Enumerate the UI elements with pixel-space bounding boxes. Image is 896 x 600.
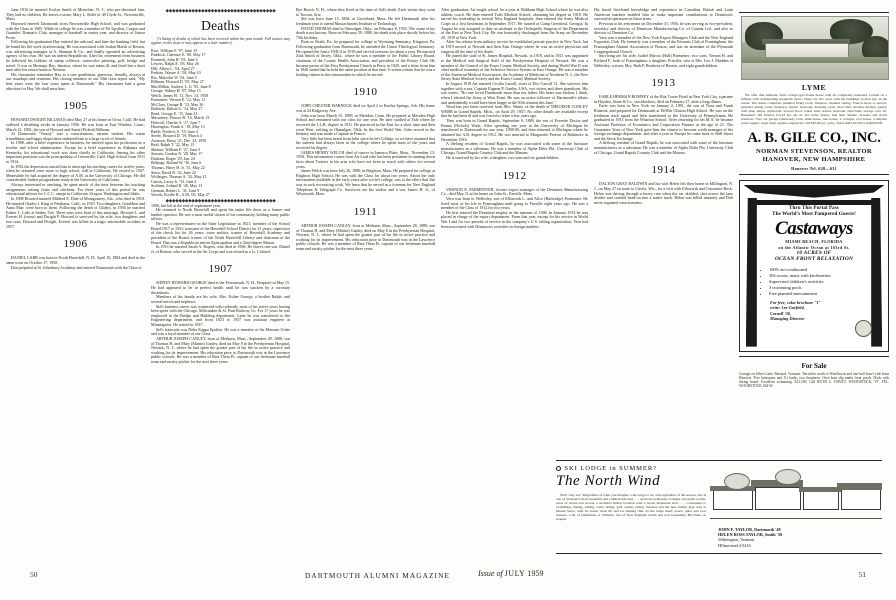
ad-castaways-acres-line1: 10 ACRES OF (796, 249, 832, 256)
ad-north-wind-body: Well, why not? Regardless of what you imagine a ski lodge to be, and regardless of the season, this is one of Vermont's most beautiful and comfortable inns . . . spacious bedrooms, lounges and game rooms, acres of lawns and woods, a secluded hilltop location with a Green Mountain view . . . convenient to swimming, hiking, sailing, water skiing, golf, tennis, riding, theatres and the new family play area at Mount Snow, with its scenic chair lift and ice skating rink. At the lodge itself, peace, quiet and cool breezes, a bit of badminton or billiards, lots of New England charm and real hospitality. Brochure on request. (556, 492, 706, 522)
class-year-heading-1911: 1911 (353, 205, 378, 218)
death-list-item: Balch, Frederic S. '19, June 4 (151, 129, 198, 134)
issue-line (478, 569, 543, 578)
ad-castaways-logo: Castaways (775, 218, 853, 240)
ad-north-wind-tagline: SKI LODGE in SUMMER? (564, 464, 657, 472)
death-list-item: Lewers, Ralph E. '03, May 26 (151, 62, 199, 67)
ad-north-wind-title: The North Wind (556, 472, 661, 489)
ad-company-name: A. B. GILE CO., INC. (747, 129, 881, 146)
obituary-paragraph: HOWARD DWIGHT BILLMAN died May 27 at his home in Orosi, Calif. He had suffered a disabling stroke in January 1956. He was born in East Windsor, Conn., March 21, 1882, the son of Howard and Annie (Pickett) Billman. (6, 117, 145, 132)
obituary-paragraph: ARTHUR JOSEPH CANLEY, born at Methuen, Mass., September 28, 1888, son of Thomas H. and Mary (Martin) Ganley, died on May 8 in the Presbyterian Hospital, Newark, N. J., where he had spent the greater part of his life in active practice and working for its improvement. His education prior to Dartmouth was in the Lawrence public schools. He was a member of Beta Theta Pi, captain of our freshman baseball team and varsity pitcher for the next three years. (151, 335, 290, 365)
class-year-heading-1907: 1907 (208, 263, 233, 276)
death-list-item: Perkins, Wayne A. '04, May 10 (151, 71, 201, 76)
feature-item: • Supervised children's activities (769, 279, 870, 285)
class-year-heading-1914: 1914 (651, 164, 676, 177)
death-list-item: Macartney, Horace B. '16, March 13 (151, 116, 210, 121)
lyme-farmhouse-photo (741, 16, 889, 80)
page-footer (0, 568, 896, 588)
ad-realtor-name: NORMAN STEVENSON, REALTOR (756, 147, 872, 155)
obituary-paragraph: A lifelong resident of Grand Rapids, he was associated with some of the furniture manufacturers as a salesman. He was a member of Alpha Delta Phi, University Club of Chicago, Grand Rapids Country Club and the Masons. (594, 140, 733, 155)
issue-prefix: Issue of (478, 569, 503, 578)
decorative-rule-top: ◆◆◆◆◆◆◆◆◆◆◆◆◆◆◆◆◆◆◆◆◆◆◆◆◆◆◆◆◆◆◆◆◆◆ (165, 8, 276, 13)
death-list-item: Steele, Howard D. '19, March 4 (151, 134, 202, 139)
magazine-running-title: DARTMOUTH ALUMNI MAGAZINE (305, 571, 451, 580)
obituary-paragraph: In August 1919 Art married Cecilia Carroll, sister of Doc Carroll '11. She survives him together with a son, Captain Eugene P. Ganley, USA, two sisters and three grandsons. His son writes, "No one loved Dartmouth more than my father. His heart was broken, I think, when I elected the Army at West Point. He was an active follower of Dartmouth's affairs and undoubtedly would have been happy at the 50th reunion this June." (441, 81, 588, 105)
decorative-rule-bottom: ◆◆◆◆◆◆◆◆◆◆◆◆◆◆◆◆◆◆◆◆◆◆◆◆◆◆◆◆◆◆◆◆◆◆ (165, 197, 276, 203)
ad-castaways-brochure-line4: Managing Director (770, 316, 805, 322)
feature-item: • Free planned entertainment (769, 291, 870, 297)
obituary-paragraph: He is survived by his wife, a daughter, two sons and six grandchildren. (446, 155, 560, 160)
column-3 (296, 8, 435, 558)
north-wind-inn-sketch (710, 465, 882, 523)
obituary-paragraph: His broad first-hand knowledge and experience in Canadian, British and Latin American markets enabled him to make important contributions to Dennison's successful operations in these areas. (594, 8, 733, 22)
obituary-paragraph: JAMES HENRY WELCH died of cancer in Jamaica Plain, Mass., November 13, 1958. This information comes from Art Lord who has been persistent in running down facts about Trotters in his area who have not been in touch with others for several years. (296, 149, 435, 169)
death-list-item: Skinner, William F. '27, June 5 (151, 147, 201, 152)
obituary-paragraph: In 1908, after a brief experience in business, he entered upon his profession as a teacher and school administrator. Except for a brief experience in Alabama and Kentucky, his educational work was done chiefly in California. Among his other important positions was the principalship of Greenville, Calif. High School from 1911 to 1914. (6, 140, 145, 164)
ad-north-wind-wrapper[interactable] (556, 454, 882, 554)
death-list-item: George, Sidney H. '07, May 15 (151, 89, 201, 94)
obituary-paragraph: DANIEL CARR was born in North Haverhill, N. H., April 10, 1884 and died in the same town on October 17, 1958. (6, 255, 145, 265)
death-list-item: Baldwin, Dalton G. '14, May 27 (151, 107, 203, 112)
feature-item: • 100% air-conditioned (769, 267, 870, 273)
paragraph: June 1916 he married Evelyn Smith of Montclair, N. J., who pre-deceased him. They had no children. He leaves a sister, Mary L. Rolfe of 49 Clyde St., Newtonville, Mass. (6, 8, 145, 22)
death-list-item: Read, George E. '15, June 21 (151, 111, 198, 116)
obituary-paragraph: He first entered the Dennison employ in the summer of 1906. In January 1914 he was placed in charge of the export department. From that year, except for his service in World War I and for two periods of service in the company's U.S. selling organization, Vern had been associated with Dennison's activities in foreign markets. (441, 209, 588, 229)
paragraph: Following his graduation Hay entered the railroad, and later the banking field, but he found his life work in advertising. He was associated with Jordan Marsh of Boston, was advertising manager at A. Shuman & Co., and finally operated an advertising agency of his own. He was an ardent Republican. After his retirement from business he followed his hobbies of stamp collector, watercolor painting, golf, bridge and travel. It was in Montego Bay, Jamaica, where he was taken ill, and lived but a short time after his return home to Newton. (6, 39, 145, 73)
death-list-item: Welch, James H. '11, Nov. 13, 1958 (151, 93, 208, 98)
ad-realtor-telephone: Hanover Tel. 620—631 (791, 165, 837, 171)
ad-body-lyme: We offer this authentic farm cottage-type frame house with all completely insulated, located on a hillside with commanding mountain views. There are 161 acres with the buildings located app. in the center. The house comprises panelled living room, fireplace, beamed ceiling, French doors to terrace, panelled dining room, fireplace, master bedroom, dressing room, tiled bath, modern kitchen, pantry with sink, ample cupboards. Second floor: Guest suite double bedroom, tiled bath, storage over all. Basement: Oil furnace forced hot air, ul. hot water heater, fuel tank outside. Screens and storm windows. Two car garage (sheltered), barn, milk house, hen house, 2 cottages, tool house. Complete water supply; sugar bush, apples, raspberries. Oil $10.00 (av. year). Taxes $481.00. Price $49,000.00. (741, 93, 887, 125)
death-list-item: Rix, Malcolm W. '04, June 5 (151, 75, 197, 80)
obituary-paragraph: He joined the staff of St. James Hospital, Newark, in 1919, and in 1921 was appointed to the Medical and Surgical Staff of the Presbyterian Hospital of Newark. He was a member of the Council of the Essex County Medical Society, and during World War II was chief medical examiner of the Selective Service System in East Orange. He was a member of the American Medical Association, the Academy of Medicine of Northern N. J., the New Jersey State Medical Society and the Essex County Medical Society. (441, 53, 588, 82)
death-list-item: Durham, Roger '29, Jan. 24 (151, 156, 195, 161)
ad-north-wind-contact (718, 527, 882, 548)
death-list-item: Paddock, Clarence E. '00, May 17 (151, 53, 206, 58)
contact-line-3: Wilmington, Vermont (718, 537, 755, 543)
ad-castaways-features (762, 267, 870, 297)
bullet-dot-icon (556, 466, 561, 471)
death-list-item: Simons, Gordon N. '28, May 17 (151, 152, 203, 157)
death-list-item: Parmenter, Vernon E. '12, May 11 (151, 98, 206, 103)
for-sale-heading: For Sale (801, 361, 827, 370)
class-year-heading-1913: 1913 (651, 77, 676, 90)
obituary-paragraph: Word has just been received from Mrs. Wanty of the death of THEODOR CONLEY WEBB in Grand Rapids, Mich., on April 29, 1957. No other details are available except that he had been ill and was forced to retire a few years ago. (441, 104, 588, 119)
obituary-paragraph: ARTHUR JOSEPH CANLEY, born at Methuen, Mass., September 28, 1888, son of Thomas H. and Mary (Martin) Ganley, died on May 8 in the Presbyterian Hospital, Newark, N. J., where he had spent the greater part of his life in active practice and working for its improvement. His education prior to Dartmouth was in the Lawrence public schools. He was a member of Beta Theta Pi, captain of our freshman baseball team and varsity pitcher for the next three years. (296, 222, 435, 251)
death-list-item: Hill, Albert L. '04, April 27 (151, 66, 195, 71)
obituary-paragraph: Earle was born in New York on January 2, 1891, the son of Nora and Frank Rosmitz, and prepared for Dartmouth at DeWitt Clinton High School. He was on the freshman track squad and then transferred to the University of Pennsylvania. He graduated in 1915 from the Wharton School. After returning for his M.A. he became Assistant Professor of Economics and Corporation Finance at the age of 21. The Guarantee Trust of New York gave him the chance to become credit manager of the foreign exchange department, and after a year in Europe he came back to Wall Street and the Stock Exchange. (594, 103, 733, 141)
obituary-paragraph: After his release from military service he established private practice in New York, but in 1919 moved to Newark and then East Orange where he was an active physician and surgeon till the time of his death. (441, 39, 588, 54)
obituary-paragraph: Rye Beach, N. H., where they lived at the time of Sid's death. Each winter they went to Tucson, Ariz. (296, 8, 435, 17)
ad-castaways[interactable] (739, 180, 889, 352)
obituary-paragraph: At Dartmouth "Varsity" was a conscientious, earnest student. His warm friendliness and happy disposition endeared him to a large circle of friends. (6, 131, 145, 141)
hotel-seal-icon (855, 320, 872, 337)
ad-castaways-brochure-line3: Cornell '36, (770, 310, 792, 316)
death-list-item: MacMillan, Andrew L. Jr. '05, June 8 (151, 84, 211, 89)
obituary-paragraph: Surviving are his wife, Isabel Marcia (Hall) Parmenter; two sons, Vernon H. and Richard F., both of Framingham; a daughter, Priscilla, who is Mrs. Leo J. Madden of Wellesley; a sister, Mrs. Ruth P. Bradway of Boston, and eight grandchildren. (594, 53, 733, 68)
obituary-paragraph: Vern was born in Wellesley, son of Ellsworth L. and Alice (Burbridge) Parmenter. He lived most of his life in Framingham until going to Fasville eight years ago. He was a member of the Class of 1912 for two years. (441, 195, 588, 211)
obituary-paragraph: Members of his family are his wife, Mrs. Esther George, a brother Ralph, and several nieces and nephews. (151, 294, 290, 304)
death-list-item: Belknap, Roland W. '30, June 6 (151, 161, 202, 166)
ad-north-wind-tagline-row (556, 465, 706, 472)
issue-month: JULY (504, 569, 526, 578)
death-list-item: Harrington, Frank A. '18, May 13 (151, 125, 205, 130)
ad-ab-gile-lyme[interactable] (739, 12, 889, 175)
for-sale-body: Cottage on Silver Lake, Barnard, Vermont. Ten miles north of Woodstock and one-half hour's ride from Hanover. Five bedrooms and 1½ baths; two fireplaces. Own boat slip under front porch. Dock with diving board. Excellent swimming. $12,500. Call RUTH C. DAVEY, WOODSTOCK, VT. TEL. WOODSTOCK 264-W. (739, 371, 889, 388)
obituary-paragraph: Always interested in ranching, he spent much of the time between his teaching assignments raising fruits and chickens. For three years of this period he was educational adviser for C.C.C. camps in California, Oregon, Washington and Idaho. (6, 182, 145, 197)
death-list-item: Scribner, Leland B. '40, May 13 (151, 184, 203, 189)
obituary-paragraph: Dan prepared at St. Johnsbury Academy and entered Dartmouth with the Class of (11, 264, 142, 270)
death-list-item: Woods, Erville B., A.M. '05, May 27 (151, 193, 210, 198)
obituary-paragraph: Vern was a member of the New York Export Managers Club and the New England Exporters Club. He formerly was a member of the Kiwanis Club of Framingham, the Framingham Alumni Association of Boston, and was an attendant of the Plymouth Congregational Church. (594, 34, 733, 54)
contact-line-2: HELEN ROSS TAYLOR, Smith '50 (718, 532, 783, 538)
death-list-item: German, Robert L. '41, June 9 (151, 188, 200, 193)
obituary-paragraph: Sid's fraternity was Delta Kappa Epsilon. He was a member of the Masonic Order and was a loyal member of our Class. (151, 326, 290, 337)
obituary-paragraph: Previous to his retirement on December 31, 1956, he was serving as vice-president, secretary and director of Dennison Manufacturing Co. of Canada Ltd., and also as director of Dennison Co. (594, 20, 733, 36)
ad-castaways-brochure-line2: write: Lee Garfield, (770, 305, 805, 311)
paragraph: His classmates remember Hay as a true gentleman, generous, friendly, always at our roundups and reunions. His closing sentence in our 50th class report said, "My best years were the four years spent at Dartmouth." His classmates had a great affection for Hay. We shall miss him. (6, 71, 145, 91)
death-list-item: Aronson, Harry '21, Dec. 23, 1958 (151, 138, 207, 143)
obituary-paragraph: He was a representative in the State Legislature in 1921; member of the School Board 1917 to 1931; treasurer of the Haverhill School District for 21 years; supervisor of the check list for 26 years; town auditor; trustee of Haverhill Academy and president of the Board; trustee of the North Haverhill Library and chairman of the Board. Dan was a Republican and an Episcopalian and a 32nd degree Mason. (151, 221, 290, 245)
obituary-paragraph: In 1932 the depression caused him to interrupt his teaching career for twelve years, when he returned once more to high school, still in California. He retired in 1947. Meanwhile he had acquired the degree of A.M. at the University of Chicago. He did considerable further postgraduate study at the University of California. (6, 163, 145, 183)
obituary-paragraph: Sid's business career was connected with railroads, most of his active years having been spent with the Chicago, Milwaukee & St. Paul Railway Co. For 17 years he was employed in the Bridge and Building department. Later he was transferred to the Engineering department, and from 1923 to 1937 was assistant engineer at Minneapolis. He retired in 1937. (151, 303, 290, 328)
deaths-section-title: Deaths (201, 18, 240, 33)
death-list-item: Wollasger, Thomas A. '32, May 21 (151, 175, 207, 180)
obituary-paragraph: James Welch was born July 26, 1886, in Brighton, Mass. He prepared for college at Brighton High School. He was with the Class for about two years. About the only information available in the early years after we left college, was to the effect that Jim was in rock excavating work. We learn that he served as a foreman for New England Telephone & Telegraph Co. Survivors are his widow and a son, James H. Jr., of Weymouth, Mass. (296, 168, 435, 197)
paragraph: Hayward entered Dartmouth from Newtonville High School, and was graduated with the Class in 1905. While in college he was a member of Psi Upsilon, Casque and Gauntlet, Dramatic Club, manager of baseball in senior year, and director of Junior Prom. (6, 20, 145, 40)
class-year-heading-1906: 1906 (63, 238, 88, 251)
death-list-item: Billman, Howard D. '05, May 27 (151, 80, 204, 85)
obituary-paragraph: In 1913 he married Sarah A. Rogers, who died in 1956. He leaves one son, Daniel Jr. of Boston, who served in the Air Corps and was retired as a Lt. Colonel. (151, 244, 290, 254)
ad-caption-lyme: LYME (801, 83, 827, 92)
obituary-paragraph: VERNON E. PARMENTER, former export manager of the Dennison Manufacturing Co., died May 11 at his home on John St., Farville, Mass. (441, 186, 588, 197)
contact-line-1: JOHN F. TAYLOR, Dartmouth '48 (718, 526, 781, 532)
ad-castaways-location-city: MIAMI BEACH, FLORIDA (785, 239, 843, 245)
feature-item: • 304 rooms, many with kitchenettes (769, 273, 870, 279)
deaths-section-note: [A listing of deaths of which has been received within the past month. Full notices may appear in this issue or may appear in a later number.] (151, 37, 290, 46)
column-2 (151, 8, 290, 558)
column-1 (6, 8, 145, 558)
obituary-paragraph: Very little has been heard from John since he left College, so we have assumed that his interest had always been in the college where he spent most of the years and received his degree. (296, 135, 435, 150)
obituary-paragraph: JOHN CHESTER WARNOCK died on April 2 in Eureka Springs, Ark. His home was at 24 Ridgeway Ave. (296, 103, 435, 113)
obituary-paragraph: DALTON GRAY BALDWIN and his wife Helen left their home in Millington, N. J., on May 27 en route to Crivitz, Wis., for a visit with Ellsworth and Constance Bock. Helen was driving through a heavy rain when the car skidded, shot across the lane divider and crashed head-on into a trailer truck. Helen was killed instantly and Dalt never regained consciousness. (594, 181, 733, 205)
obituary-paragraph: Theo was born in Grand Rapids, September 9, 1889, the son of Everette Doctor and Emma (Nichols) Watts. After spending one year at the University of Michigan he transferred to Dartmouth for one year, 1908-09, and then returned to Michigan where he obtained the A.B. degree in 1912. He was married to Marguerite Peterse of Baltimore in December 1916. (441, 118, 588, 142)
obituary-paragraph: DAVID THOMAS died in Okmulgee, Okla., on February 8, 1955. The cause of his death is not known. Born on February 29, 1880, his death took place shortly before his 75th birthday. (296, 25, 435, 40)
class-year-heading-1910: 1910 (353, 86, 378, 99)
deaths-list (151, 49, 290, 198)
death-list-item: Thomas, Harry H. Jr. '31, May 22 (151, 166, 205, 170)
contact-line-4: HOmestead 4-5416 (718, 542, 751, 548)
obituary-paragraph: In 1908 Howard married Mildred E. Dale of Montgomery, Ala., who died in 1918. He married Gladys I. King of Petaluma, Calif., in 1919. Two daughters, Geraldine and Anna Mae, were born to them. Following the death of Gladys, in 1936 he married Esther L. Lisle at Salem, Ore. Three sons were born of this marriage, Howard L. and Everett H. (twins) and Dwight P. Howard is survived by his wife, two daughters and two sons, Howard and Dwight. Everett was killed in a tragic automobile accident in 1957. (6, 195, 145, 229)
class-year-heading-1905: 1905 (63, 100, 88, 113)
obituary-paragraph: He returned to North Haverhill and spent his entire life there as a farmer and lumber operator. He was a most useful citizen of his community, holding many public offices. (151, 207, 290, 222)
ad-realtor-location: HANOVER, NEW HAMPSHIRE (762, 155, 866, 163)
death-list-item: McClary, George B. '13, May 30 (151, 102, 204, 107)
obituary-paragraph: After graduation, Art taught school for a year at Waltham High School where he was also athletic coach. He then entered Tufts Medical School, obtaining his degree in 1918. He served his internship in several New England hospitals, then entered the Army Medical Corps as a first lieutenant in September 1917. He trained at Camp Greenleaf, Georgia. In August he was assigned to duty as assistant to the Orthopedic Surgeon of the Department of the East at New York City. He was honorably discharged from the Army on December 20, 1918 at New York. (441, 8, 588, 40)
death-list-item: Reid, Ralph T. '22, May 15 (151, 143, 195, 148)
class-year-heading-1912: 1912 (502, 169, 527, 182)
death-list-item: Stern, David B. '32, June 22 (151, 170, 196, 175)
ad-castaways-location-street: on the Atlantic Ocean at 163rd St. (778, 244, 850, 250)
obituary-paragraph: Born in Neath, Pa., he prepared for college at Wyoming Seminary, Kingston, Pa. Following graduation from Dartmouth, he attended the Union Theological Seminary. He opened the Army YMCA in 1918 and served overseas for about a year. He married Zula Smith of Jersey, Okla., where he was a member of the Public Library Board, chairman of the County Health Association, and president of the Rotary Club. He became pastor of the First Presbyterian Church in Perry in 1929, and a letter from him in 1940 stated that he held the same position at that time. It seems certain that he was a leading citizen in the communities in which he served. (296, 39, 435, 77)
ad-castaways-brochure-line1: For free, color brochure "I" (770, 299, 821, 305)
obituary-paragraph: SIDNEY HOWARD GEORGE died at the Portsmouth, N. H., Hospital on May 15. He had appeared to be in perfect health until he was stricken by a coronary thrombosis. (151, 280, 290, 295)
death-list-item: Rice, William F. '97, June 15 (151, 48, 198, 53)
death-list-item: Catron, Lacey Jr. '33, June 4 (151, 179, 197, 184)
obituary-paragraph: A lifelong resident of Grand Rapids, he was associated with some of the furniture manufacturers as a salesman. He was a member of Alpha Delta Phi, University Club of Chicago, Grand Rapids Country Club and the Masons. (441, 141, 588, 156)
obituary-paragraph: 1906, but left at the end of sophomore year. (151, 202, 221, 208)
death-list-item: Holwall, Charles S. '17, June 7 (151, 120, 201, 125)
ad-castaways-line2: The World's Most Pampered Guests! (772, 211, 856, 218)
feature-item: • 3 swimming pools (769, 285, 870, 291)
ad-for-sale-classified[interactable] (739, 356, 889, 388)
obituary-paragraph: EARLE HERMAN ROMNEY of the Ritz Tower Hotel in New York City, a partner in Hayden, Stone & Co., stockbrokers, died on February 27, after a long illness. (594, 94, 733, 104)
ad-castaways-acres-line2: OCEAN FRONT RELAXATION (774, 256, 854, 263)
obituary-paragraph: John was born March 15, 1888, in Meriden, Conn. He prepared at Meriden High School and remained with our class for one year. He later studied at Yale where he received the LL.B. degree in 1911. He practiced in the East for a short time and then went West, settling in Okmulgee, Okla. In the first World War, John served in the Infantry and was made a Captain in France. (296, 112, 435, 137)
folio-page-number-right: 51 (858, 570, 866, 579)
issue-year: 1959 (527, 569, 544, 578)
ad-castaways-line1: Thru This Portal Pass (789, 204, 839, 211)
folio-page-number-left: 50 (30, 570, 38, 579)
obituary-paragraph: Sid was born June 15, 1884, at Groveland, Mass. He left Dartmouth after his freshman year to attend Massachusetts Institute of Technology. (296, 16, 435, 26)
ad-north-wind[interactable] (556, 460, 882, 554)
death-list-item: Kennedy, John H. '03, June 2 (151, 57, 198, 62)
